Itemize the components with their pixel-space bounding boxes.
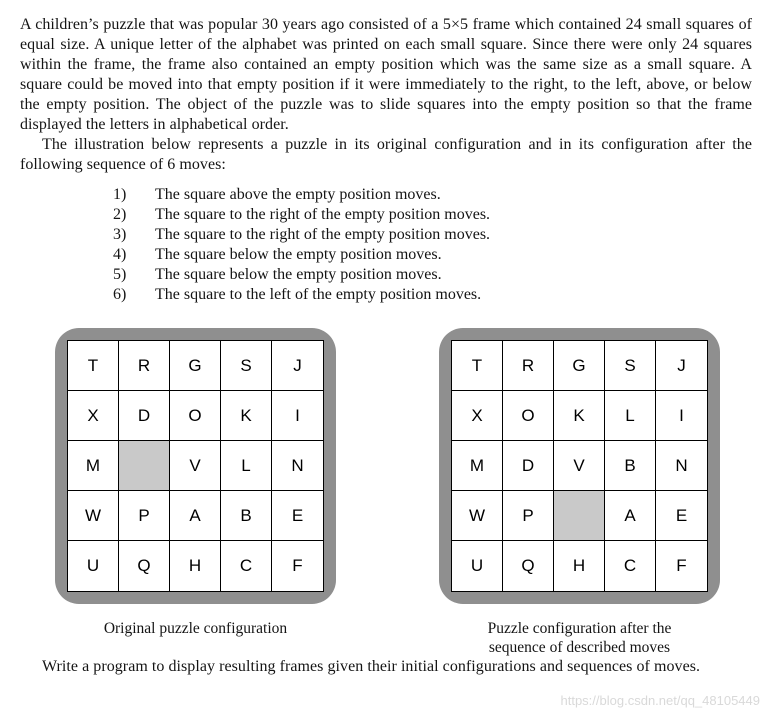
move-text: The square below the empty position moves.	[155, 266, 442, 283]
intro-paragraph: A children’s puzzle that was popular 30 years ago consisted of a 5×5 frame which contained 24 small squares of equal size. A unique letter of the alphabet was printed on each small square. Since there were only 24 squares within the frame, the frame also contained an empty position which was the same size as a small square. A square could be moved into that empty position if it were immediately to the right, to the left, above, or below the empty position. The object of the puzzle was to slide squares into the empty position so that the frame displayed the letters in alphabetical order.	[20, 16, 752, 133]
move-item	[113, 185, 752, 205]
closing-paragraph: Write a program to display resulting frames given their initial configurations and sequences of moves.	[42, 658, 701, 675]
puzzle-cell-o: O	[503, 391, 554, 441]
puzzle-cell-s: S	[221, 341, 272, 391]
move-number: 2)	[113, 206, 127, 223]
after-puzzle-block	[439, 328, 720, 657]
puzzle-cell-x: X	[452, 391, 503, 441]
puzzle-cell-c: C	[221, 541, 272, 591]
puzzle-cell-x: X	[68, 391, 119, 441]
puzzle-cell-l: L	[605, 391, 656, 441]
move-item	[113, 245, 752, 265]
puzzle-grid-original	[67, 340, 324, 592]
puzzle-cell-g: G	[554, 341, 605, 391]
puzzle-cell-k: K	[554, 391, 605, 441]
puzzle-cell-e: E	[656, 491, 707, 541]
puzzle-cell-b: B	[221, 491, 272, 541]
puzzle-cell-n: N	[656, 441, 707, 491]
puzzle-frame-after	[439, 328, 720, 604]
illustration-paragraph: The illustration below represents a puzzle in its original configuration and in its configuration after the following sequence of 6 moves:	[20, 136, 752, 173]
puzzle-cell-v: V	[170, 441, 221, 491]
move-text: The square below the empty position moves.	[155, 246, 442, 263]
puzzle-frame-original	[55, 328, 336, 604]
puzzle-cell-f: F	[656, 541, 707, 591]
puzzle-cell-m: M	[68, 441, 119, 491]
puzzle-cell-f: F	[272, 541, 323, 591]
puzzle-cell-r: R	[503, 341, 554, 391]
puzzle-cell-w: W	[452, 491, 503, 541]
empty-cell	[119, 441, 170, 491]
after-caption	[488, 619, 672, 657]
puzzle-cell-g: G	[170, 341, 221, 391]
original-caption: Original puzzle configuration	[103, 620, 288, 637]
puzzle-cell-u: U	[68, 541, 119, 591]
puzzle-cell-v: V	[554, 441, 605, 491]
puzzle-grid-after	[451, 340, 708, 592]
puzzle-cell-c: C	[605, 541, 656, 591]
empty-cell	[554, 491, 605, 541]
puzzle-cell-e: E	[272, 491, 323, 541]
puzzle-cell-a: A	[170, 491, 221, 541]
puzzle-cell-h: H	[170, 541, 221, 591]
puzzle-cell-p: P	[119, 491, 170, 541]
puzzle-cell-l: L	[221, 441, 272, 491]
move-number: 3)	[113, 226, 127, 243]
puzzle-cell-o: O	[170, 391, 221, 441]
move-number: 4)	[113, 246, 127, 263]
after-caption-line2: sequence of described moves	[488, 639, 671, 656]
puzzle-illustrations	[20, 328, 752, 657]
puzzle-cell-j: J	[656, 341, 707, 391]
after-caption-line1: Puzzle configuration after the	[487, 620, 672, 637]
move-text: The square to the right of the empty position moves.	[155, 206, 491, 223]
puzzle-cell-i: I	[656, 391, 707, 441]
puzzle-cell-d: D	[503, 441, 554, 491]
move-item	[113, 225, 752, 245]
move-text: The square to the left of the empty position moves.	[155, 286, 482, 303]
original-puzzle-block	[55, 328, 336, 657]
puzzle-cell-h: H	[554, 541, 605, 591]
move-item	[113, 205, 752, 225]
puzzle-cell-m: M	[452, 441, 503, 491]
puzzle-cell-u: U	[452, 541, 503, 591]
puzzle-cell-p: P	[503, 491, 554, 541]
move-text: The square above the empty position moves.	[155, 186, 441, 203]
move-item	[113, 285, 752, 305]
puzzle-cell-t: T	[452, 341, 503, 391]
puzzle-cell-r: R	[119, 341, 170, 391]
moves-list	[113, 185, 752, 305]
move-number: 6)	[113, 286, 127, 303]
move-item	[113, 265, 752, 285]
puzzle-cell-w: W	[68, 491, 119, 541]
puzzle-cell-j: J	[272, 341, 323, 391]
move-text: The square to the right of the empty position moves.	[155, 226, 491, 243]
puzzle-cell-t: T	[68, 341, 119, 391]
puzzle-cell-n: N	[272, 441, 323, 491]
watermark: https://blog.csdn.net/qq_48105449	[560, 693, 760, 708]
move-number: 5)	[113, 266, 127, 283]
puzzle-cell-q: Q	[503, 541, 554, 591]
puzzle-cell-s: S	[605, 341, 656, 391]
puzzle-cell-q: Q	[119, 541, 170, 591]
puzzle-cell-i: I	[272, 391, 323, 441]
puzzle-cell-b: B	[605, 441, 656, 491]
puzzle-cell-k: K	[221, 391, 272, 441]
move-number: 1)	[113, 186, 127, 203]
puzzle-cell-a: A	[605, 491, 656, 541]
puzzle-cell-d: D	[119, 391, 170, 441]
